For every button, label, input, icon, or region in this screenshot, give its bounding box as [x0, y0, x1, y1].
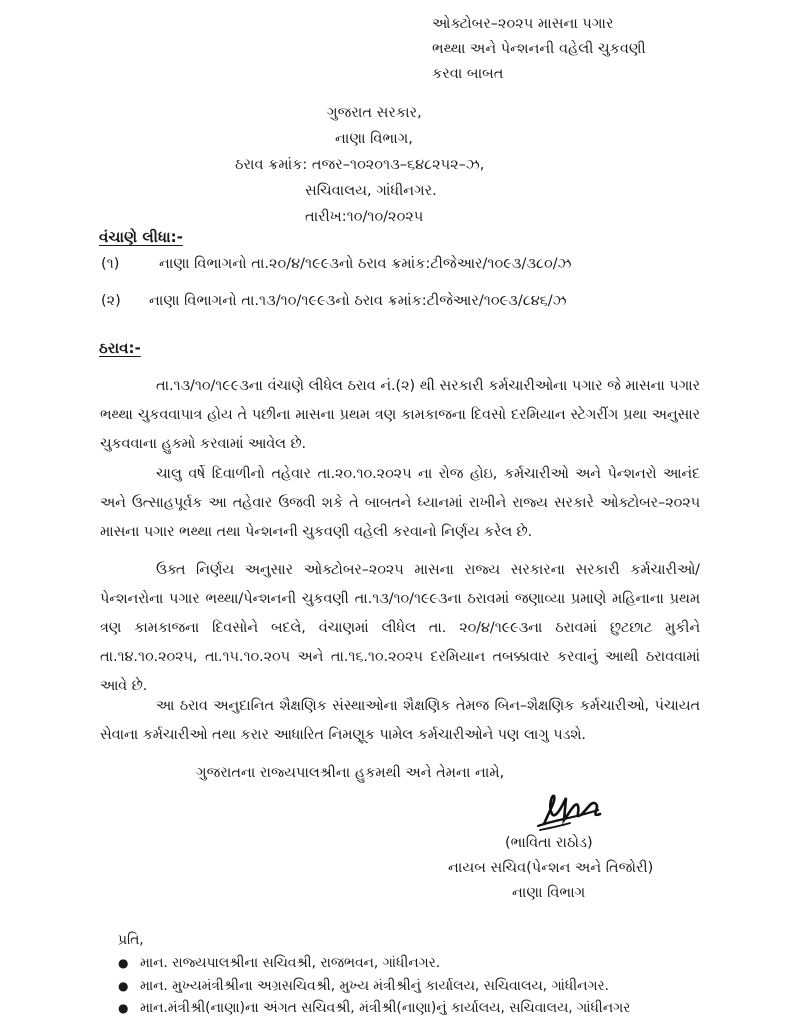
reference-number: (૧) — [101, 256, 120, 272]
closing-line: ગુજરાતના રાજ્યપાલશ્રીના હુકમથી અને તેમના નામે, — [196, 765, 505, 781]
government-name: ગુજરાત સરકાર, — [327, 105, 422, 121]
reference-number: (૨) — [101, 293, 121, 309]
department-name: નાણા વિભાગ, — [335, 131, 413, 147]
header-block — [235, 100, 484, 230]
copy-to-item-3 — [118, 1000, 630, 1016]
subject-line-1: ઓક્ટોબર–૨૦૨૫ માસના પગાર — [432, 16, 614, 32]
resolution-date: તારીખ:૧૦/૧૦/૨૦૨૫ — [305, 209, 424, 225]
signature-image — [530, 790, 610, 838]
resolution-paragraph-4 — [100, 692, 700, 750]
copy-to-item-2 — [118, 978, 609, 994]
paragraph-text: આ ઠરાવ અનુદાનિત શૈક્ષણિક સંસ્થાઓના શૈક્ષણિક તેમજ બિન–શૈક્ષણિક કર્મચારીઓ, પંચાયત સેવાના કર્મચારીઓ તથા કરાર આધારિત નિમણૂક પામેલ કર્મચારીઓને પણ લાગુ પડશે. — [100, 698, 700, 743]
subject-block — [432, 12, 646, 87]
references-heading: વંચાણે લીધા:- — [99, 228, 183, 246]
copy-to-item-1 — [118, 955, 440, 971]
subject-line-3: કરવા બાબત — [432, 66, 504, 82]
resolution-number: ઠરાવ ક્રમાંક: તજર–૧૦૨૦૧૩–૬૪૮૨૫૨–ઝ, — [235, 157, 485, 173]
copy-to-text: માન. મુખ્યમંત્રીશ્રીના અગ્રસચિવશ્રી, મુખ્ય મંત્રીશ્રીનું કાર્યાલય, સચિવાલય, ગાંધીનગર. — [140, 978, 609, 994]
paragraph-text: ઉક્ત નિર્ણય અનુસાર ઓક્ટોબર–૨૦૨૫ માસના રાજ્ય સરકારના સરકારી કર્મચારીઓ/ પેન્શનરોના પગાર ભથ્થા/પેન્શનની ચુકવણી તા.૧૩/૧૦/૧૯૯૩ના ઠરાવમાં જણાવ્યા પ્રમાણે મહિનાના પ્રથમ ત્રણ કામકાજના દિવસોને બદલે, વંચાણમાં લીધેલ તા. ૨૦/૪/૧૯૯૩ના ઠરાવમાં છુટછાટ મુકીને તા.૧૪.૧૦.૨૦૨૫, તા.૧૫.૧૦.૨૦૫ અને તા.૧૬.૧૦.૨૦૨૫ દરમિયાન તબક્કાવાર કરવાનું આથી ઠરાવવામાં આવે છે. — [100, 562, 700, 694]
bullet-icon: ● — [118, 1001, 129, 1015]
reference-item-1 — [101, 256, 571, 272]
reference-item-2 — [101, 293, 567, 309]
signatory-designation: નાયબ સચિવ(પેન્શન અને તિજોરી) — [448, 860, 654, 876]
reference-text: નાણા વિભાગનો તા.૨૦/૪/૧૯૯૩નો ઠરાવ ક્રમાંક:ટીજેઆર/૧૦૯૩/૩૮૦/ઝ — [159, 256, 572, 272]
bullet-icon: ● — [118, 956, 129, 970]
resolution-paragraph-2 — [100, 460, 700, 547]
signatory-department: નાણા વિભાગ — [512, 885, 586, 901]
copy-to-heading: પ્રતિ, — [118, 932, 144, 948]
resolution-heading: ઠરાવ:- — [99, 339, 141, 357]
reference-text: નાણા વિભાગનો તા.૧૩/૧૦/૧૯૯૩નો ઠરાવ ક્રમાંક:ટીજેઆર/૧૦૯૩/૮૪૬/ઝ — [149, 293, 567, 309]
paragraph-text: ચાલુ વર્ષે દિવાળીનો તહેવાર તા.૨૦.૧૦.૨૦૨૫ ના રોજ હોઇ, કર્મચારીઓ અને પેન્શનરો આનંદ અને ઉત્સાહપૂર્વક આ તહેવાર ઉજવી શકે તે બાબતને ધ્યાનમાં રાખીને રાજ્ય સરકારે ઓક્ટોબર–૨૦૨૫ માસના પગાર ભથ્થા તથા પેન્શનની ચુકવણી વહેલી કરવાનો નિર્ણય કરેલ છે. — [100, 466, 700, 540]
resolution-paragraph-1 — [100, 372, 700, 459]
resolution-paragraph-3 — [100, 556, 700, 701]
subject-line-2: ભથ્થા અને પેન્શનની વહેલી ચુકવણી — [432, 41, 646, 57]
bullet-icon: ● — [118, 979, 129, 993]
paragraph-text: તા.૧૩/૧૦/૧૯૯૩ના વંચાણે લીધેલ ઠરાવ નં.(૨) થી સરકારી કર્મચારીઓના પગાર જે માસના પગાર ભથ્થા ચુકવવાપાત્ર હોય તે પછીના માસના પ્રથમ ત્રણ કામકાજના દિવસો દરમિયાન સ્ટેગરીંગ પ્રથા અનુસાર ચુકવવાના હુકમો કરવામાં આવેલ છે. — [100, 378, 700, 452]
signatory-name: (ભાવિતા રાઠોડ) — [505, 835, 593, 851]
copy-to-text: માન. રાજ્યપાલશ્રીના સચિવશ્રી, રાજભવન, ગાંધીનગર. — [140, 955, 441, 971]
copy-to-text: માન.મંત્રીશ્રી(નાણા)ના અંગત સચિવશ્રી, મંત્રીશ્રી(નાણા)નું કાર્યાલય, સચિવાલય, ગાંધીનગર — [140, 1000, 631, 1016]
office-address: સચિવાલય, ગાંધીનગર. — [305, 183, 437, 199]
